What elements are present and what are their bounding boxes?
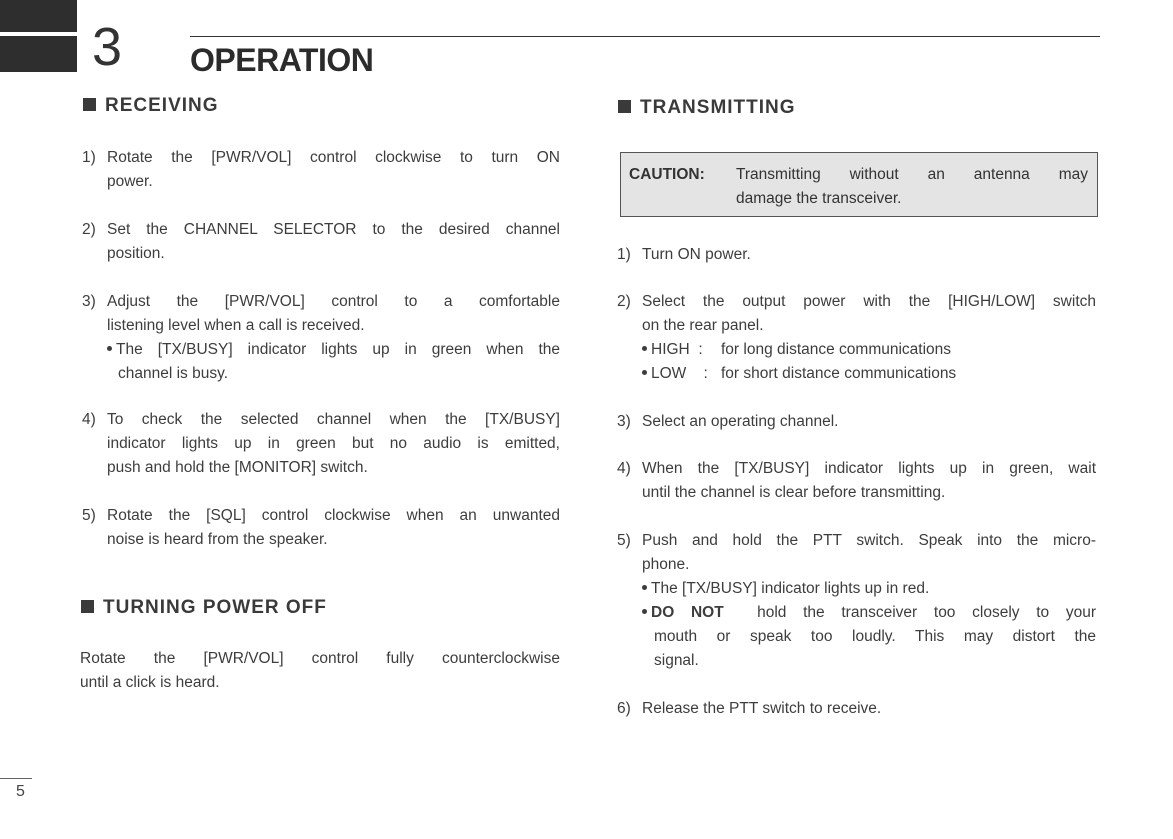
chapter-tab [0,0,77,72]
transmitting-step-4: 4) When the [TX/BUSY] indicator lights up in green, wait until the channel is clear before transmitting. [617,460,1096,501]
transmitting-step-3: 3) Select an operating channel. [617,413,839,430]
bullet-dot-icon [642,370,647,375]
bullet-dot-icon [642,609,647,614]
bullet-dot-icon [642,346,647,351]
receiving-step-4: 4) To check the selected channel when the [TX/BUSY] indicator lights up in green but no audio is emitted, push and hold the [MONITOR] switch. [82,411,560,476]
title-rule [190,36,1100,37]
receiving-step-2: 2) Set the CHANNEL SELECTOR to the desired channel position. [82,221,560,262]
bullet-dot-icon [107,346,112,351]
transmitting-step-2: 2) Select the output power with the [HIGH/LOW] switch on the rear panel. HIGH : for long distance communications LOW : for short distance communications [617,290,1096,386]
caution-label: CAUTION: [629,166,705,183]
power-option-low: LOW : for short distance communications [642,362,1096,386]
power-off-text: Rotate the [PWR/VOL] control fully counterclockwise until a click is heard. [80,650,560,691]
bullet-dot-icon [642,585,647,590]
heading-square-icon [81,600,94,613]
heading-square-icon [83,98,96,111]
page-number-rule [0,778,32,779]
transmitting-step-5-note-1: The [TX/BUSY] indicator lights up in red. [642,577,1096,601]
receiving-step-3-note: The [TX/BUSY] indicator lights up in green when the channel is busy. [107,338,560,386]
receiving-step-3: 3) Adjust the [PWR/VOL] control to a comfortable listening level when a call is received. The [TX/BUSY] indicator lights up in green when the channel is busy. [82,290,560,386]
transmitting-heading: TRANSMITTING [618,97,796,119]
power-option-high: HIGH : for long distance communications [642,338,1096,362]
transmitting-step-6: 6) Release the PTT switch to receive. [617,700,882,717]
transmitting-step-5: 5) Push and hold the PTT switch. Speak into the micro- phone. The [TX/BUSY] indicator lights up in red. DO NOT hold the transceiver too closely to your mouth or speak too loudly. This may distort the signal. [617,529,1096,673]
transmitting-step-1: 1) Turn ON power. [617,246,751,263]
chapter-number: 3 [92,17,123,77]
caution-text: Transmitting without an antenna may damage the transceiver. [736,166,1088,207]
page-number: 5 [16,783,25,800]
receiving-step-1: 1) Rotate the [PWR/VOL] control clockwise to turn ON power. [82,149,560,190]
power-off-heading: TURNING POWER OFF [81,597,327,619]
receiving-step-5: 5) Rotate the [SQL] control clockwise when an unwanted noise is heard from the speaker. [82,507,560,548]
transmitting-step-5-note-2: DO NOT hold the transceiver too closely to your mouth or speak too loudly. This may distort the signal. [642,601,1096,673]
chapter-tab-notch [0,32,77,36]
heading-square-icon [618,100,631,113]
chapter-title: OPERATION [190,42,374,78]
caution-box [620,152,1098,217]
receiving-heading: RECEIVING [83,95,219,117]
